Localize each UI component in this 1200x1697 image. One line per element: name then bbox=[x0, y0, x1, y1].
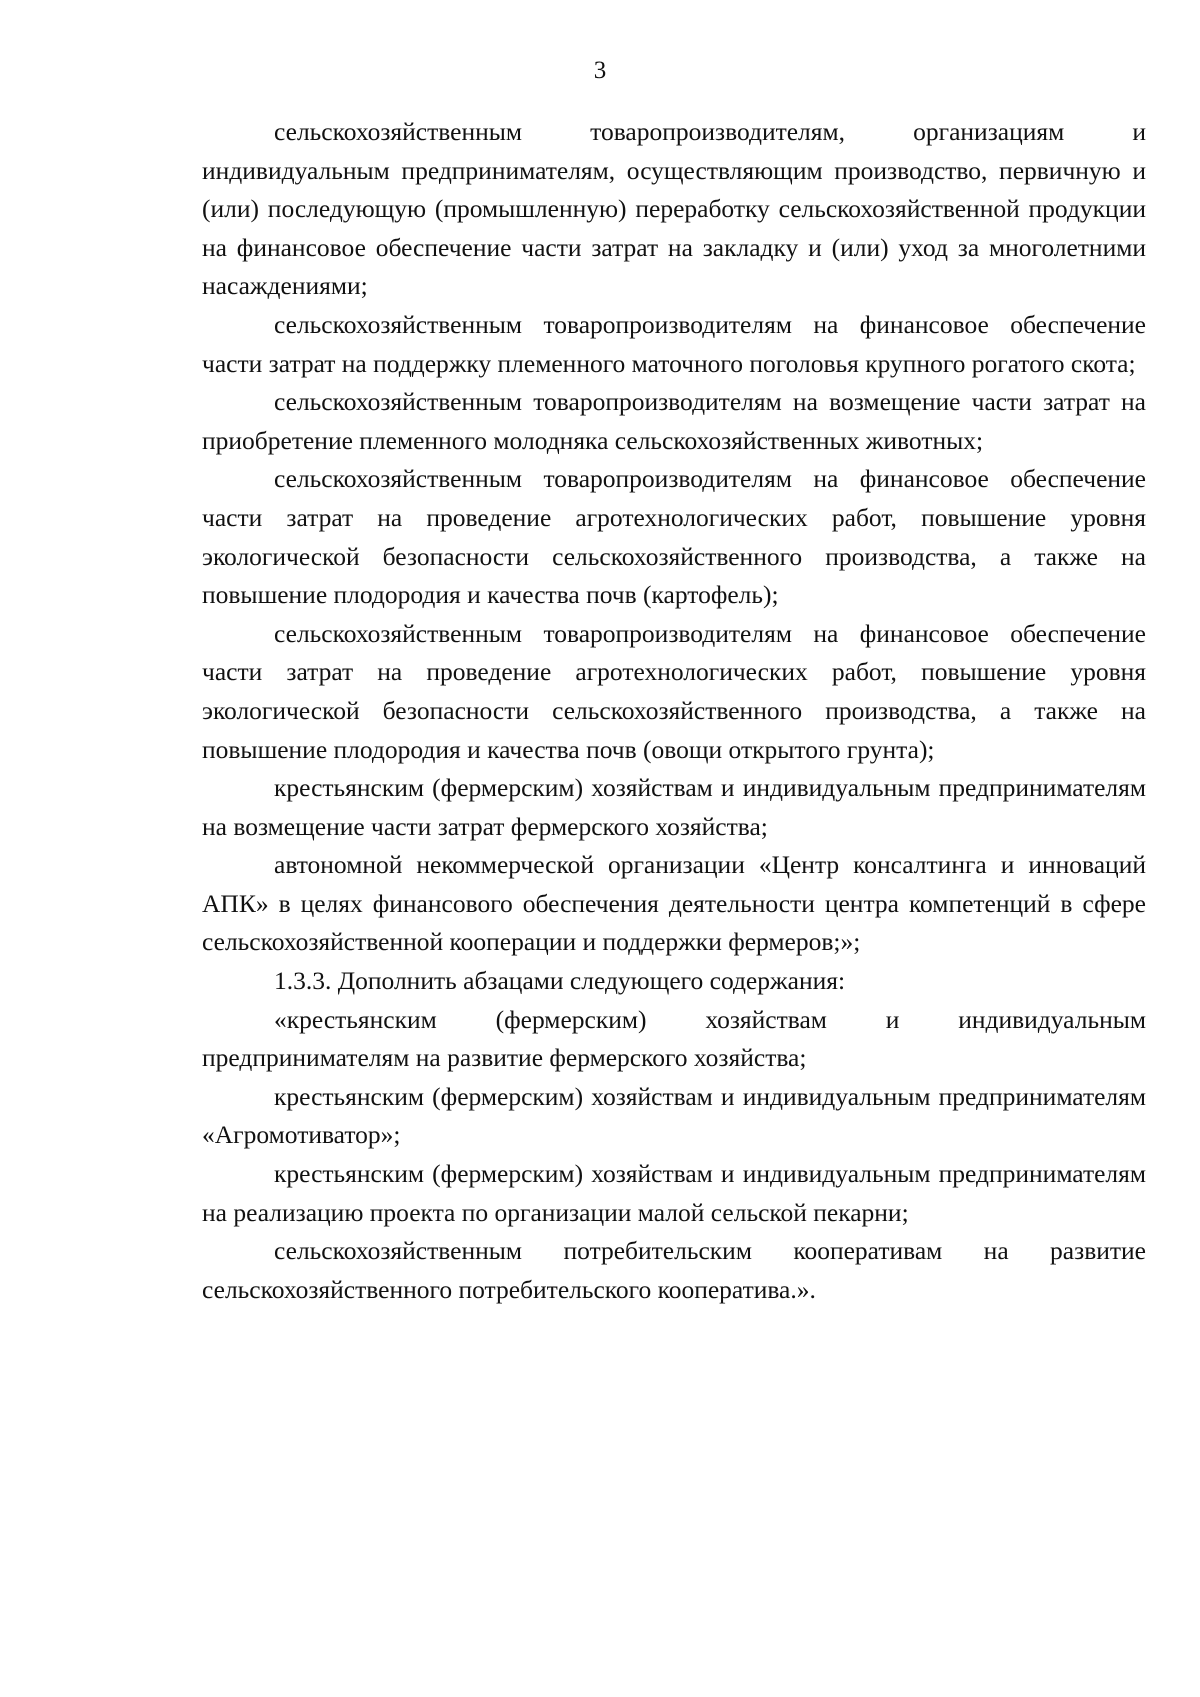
paragraph-breeding-cattle: сельскохозяйственным товаропроизводителям на финансовое обеспечение части затрат на поддержку племенного маточного поголовья крупного рогатого скота; bbox=[202, 309, 1146, 378]
paragraph-consulting-center: автономной некоммерческой организации «Центр консалтинга и инноваций АПК» в целях финансового обеспечения деятельности центра компетенций в сфере сельскохозяйственной кооперации и поддержки фермеров;»; bbox=[202, 850, 1146, 957]
document-body bbox=[202, 113, 1146, 1309]
paragraph-perennial-plantings: сельскохозяйственным товаропроизводителям, организациям и индивидуальным предпринимателям, осуществляющим производство, первичную и (или) последующую (промышленную) переработку сельскохозяйственной продукции на финансовое обеспечение части затрат на закладку и (или) уход за многолетними насаждениями; bbox=[202, 117, 1146, 301]
page-number: 3 bbox=[593, 57, 607, 84]
paragraph-farm-development: «крестьянским (фермерским) хозяйствам и индивидуальным предпринимателям на развитие фермерского хозяйства; bbox=[202, 1004, 1146, 1073]
paragraph-agrotech-potato: сельскохозяйственным товаропроизводителям на финансовое обеспечение части затрат на проведение агротехнологических работ, повышение уровня экологической безопасности сельскохозяйственного производства, а также на повышение плодородия и качества почв (картофель); bbox=[202, 464, 1146, 610]
paragraph-consumer-cooperative: сельскохозяйственным потребительским кооперативам на развитие сельскохозяйственного потребительского кооператива.». bbox=[202, 1236, 1146, 1304]
paragraph-farm-costs: крестьянским (фермерским) хозяйствам и индивидуальным предпринимателям на возмещение части затрат фермерского хозяйства; bbox=[202, 773, 1146, 841]
paragraph-breeding-young-stock: сельскохозяйственным товаропроизводителям на возмещение части затрат на приобретение племенного молодняка сельскохозяйственных животных; bbox=[202, 387, 1146, 455]
paragraph-section-1-3-3: 1.3.3. Дополнить абзацами следующего содержания: bbox=[274, 966, 846, 996]
paragraph-rural-bakery: крестьянским (фермерским) хозяйствам и индивидуальным предпринимателям на реализацию проекта по организации малой сельской пекарни; bbox=[202, 1159, 1146, 1227]
paragraph-agromotivator: крестьянским (фермерским) хозяйствам и индивидуальным предпринимателям «Агромотиватор»; bbox=[202, 1081, 1146, 1150]
paragraph-agrotech-vegetables: сельскохозяйственным товаропроизводителям на финансовое обеспечение части затрат на проведение агротехнологических работ, повышение уровня экологической безопасности сельскохозяйственного производства, а также на повышение плодородия и качества почв (овощи открытого грунта); bbox=[202, 618, 1146, 764]
